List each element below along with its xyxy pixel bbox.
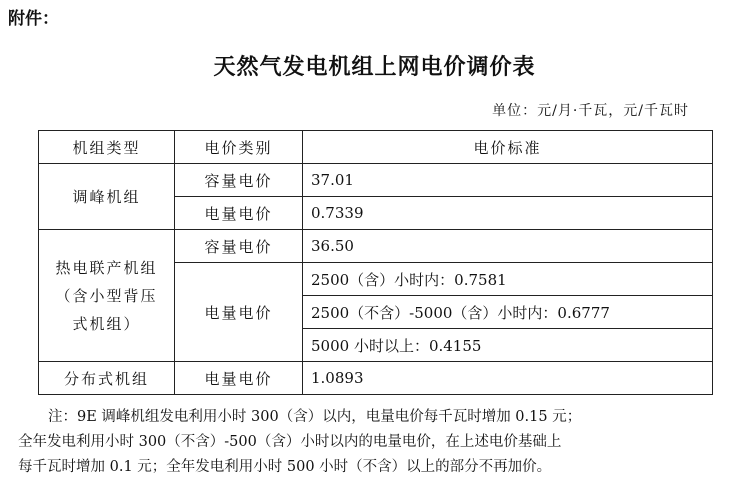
chp-energy-label: 电量电价 <box>175 263 303 362</box>
note-line-3: 每千瓦时增加 0.1 元；全年发电利用小时 500 小时（不含）以上的部分不再加价。 <box>18 459 552 475</box>
peak-unit-type: 调峰机组 <box>39 164 175 230</box>
distributed-energy-value: 1.0893 <box>303 362 713 395</box>
header-unit-type: 机组类型 <box>39 131 175 164</box>
chp-type-line2: （含小型背压 <box>55 286 158 305</box>
chp-tier1: 2500（含）小时内：0.7581 <box>303 263 713 296</box>
attachment-label: 附件： <box>8 9 59 29</box>
distributed-energy-label: 电量电价 <box>175 362 303 395</box>
chp-type-line1: 热电联产机组 <box>55 258 158 277</box>
chp-tier2: 2500（不含）-5000（含）小时内：0.6777 <box>303 296 713 329</box>
chp-capacity-value: 36.50 <box>303 230 713 263</box>
chp-unit-type <box>39 230 175 362</box>
table-note <box>18 405 738 480</box>
peak-capacity-value: 37.01 <box>303 164 713 197</box>
chp-tier3: 5000 小时以上：0.4155 <box>303 329 713 362</box>
note-line-1: 注：9E 调峰机组发电利用小时 300（含）以内，电量电价每千瓦时增加 0.15 元； <box>48 409 582 425</box>
peak-energy-value: 0.7339 <box>303 197 713 230</box>
chp-type-line3: 式机组） <box>72 314 141 333</box>
chp-capacity-label: 容量电价 <box>175 230 303 263</box>
peak-energy-label: 电量电价 <box>175 197 303 230</box>
note-line-2: 全年发电利用小时 300（不含）-500（含）小时以内的电量电价，在上述电价基础上 <box>18 434 562 450</box>
header-price-category: 电价类别 <box>175 131 303 164</box>
table-row <box>39 164 713 197</box>
table-row <box>39 362 713 395</box>
unit-label: 单位：元/月·千瓦，元/千瓦时 <box>492 103 689 119</box>
page-title: 天然气发电机组上网电价调价表 <box>213 55 536 80</box>
distributed-unit-type: 分布式机组 <box>39 362 175 395</box>
table-header-row <box>39 131 713 164</box>
peak-capacity-label: 容量电价 <box>175 164 303 197</box>
price-table <box>38 130 713 395</box>
table-row <box>39 230 713 263</box>
header-price-standard: 电价标准 <box>303 131 713 164</box>
